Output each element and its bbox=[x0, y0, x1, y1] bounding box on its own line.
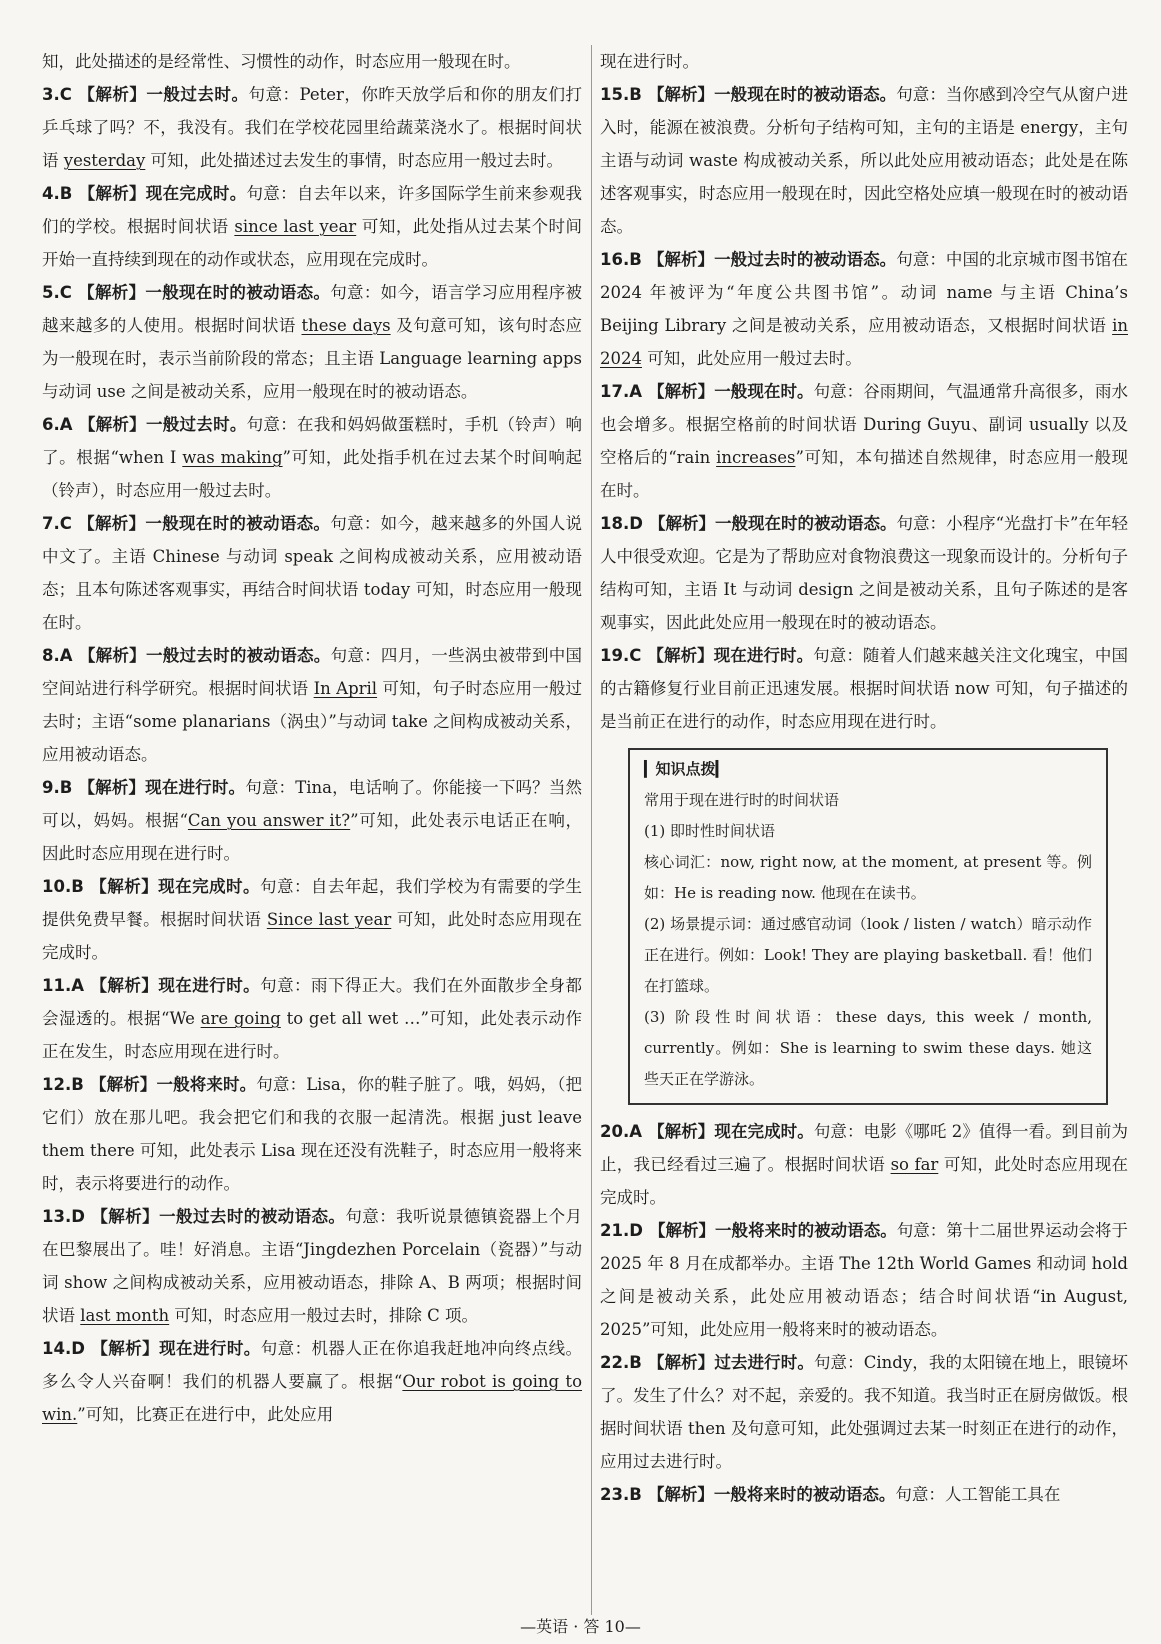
left-item-list bbox=[42, 78, 582, 1431]
explanation-text: 句意：自去年起，我们学校为有需要的学生提供免费早餐。根据时间状语 bbox=[42, 877, 583, 929]
answer-item bbox=[600, 1346, 1128, 1478]
explanation-text: 句意：电影《哪吒 2》值得一看。到目前为止，我已经看过三遍了。根据时间状语 bbox=[600, 1122, 1128, 1174]
explanation-text: 句意：Cindy，我的太阳镜在地上，眼镜坏了。发生了什么？对不起，亲爱的。我不知道。我当时正在厨房做饭。根据时间状语 then 及句意可知，此处强调过去某一时刻正在进行的动作，应用过去进行时。 bbox=[600, 1353, 1129, 1471]
tip-line: (3) 阶段性时间状语：these days, this week / month, currently。例如：She is learning to swim these days. 她这些天正在学游泳。 bbox=[644, 1008, 1092, 1088]
analysis-tag: 【解析】现在进行时。 bbox=[90, 976, 261, 995]
explanation-text: 可知，此处指从过去某个时间开始一直持续到现在的动作或状态，应用现在完成时。 bbox=[42, 217, 583, 269]
underlined-phrase: these days bbox=[301, 316, 391, 335]
continued-text: 现在进行时。 bbox=[600, 52, 699, 71]
answer-number: 12.B bbox=[42, 1075, 84, 1094]
explanation-text: 句意：机器人正在你追我赶地冲向终点线。多么令人兴奋啊！我们的机器人要赢了。根据“ bbox=[42, 1339, 583, 1391]
explanation-text: 可知，此处时态应用现在完成时。 bbox=[42, 910, 582, 962]
underlined-phrase: increases bbox=[716, 448, 796, 467]
answer-number: 11.A bbox=[42, 976, 84, 995]
explanation-text: 可知，时态应用一般过去时，排除 C 项。 bbox=[169, 1306, 479, 1325]
answer-item bbox=[42, 771, 582, 870]
analysis-tag: 【解析】一般将来时。 bbox=[89, 1075, 257, 1094]
answer-item bbox=[42, 969, 582, 1068]
knowledge-tip-box bbox=[628, 748, 1108, 1105]
analysis-tag: 【解析】一般将来时的被动语态。 bbox=[647, 1485, 896, 1504]
analysis-tag: 【解析】一般现在时。 bbox=[648, 382, 814, 401]
answer-number: 9.B bbox=[42, 778, 73, 797]
explanation-text: 句意：如今，语言学习应用程序被越来越多的人使用。根据时间状语 bbox=[42, 283, 582, 335]
left-column bbox=[42, 45, 582, 1431]
answer-item bbox=[600, 78, 1128, 243]
explanation-text: 句意：随着人们越来越关注文化瑰宝，中国的古籍修复行业目前正迅速发展。根据时间状语 now 可知，句子描述的是当前正在进行的动作，时态应用现在进行时。 bbox=[600, 646, 1129, 731]
explanation-text: 句意：人工智能工具在 bbox=[895, 1485, 1061, 1504]
underlined-phrase: so far bbox=[890, 1155, 939, 1174]
right-item-list-b bbox=[600, 1115, 1128, 1511]
column-divider bbox=[591, 45, 592, 1615]
answer-item bbox=[600, 375, 1128, 507]
explanation-text: 可知，句子时态应用一般过去时；主语“some planarians（涡虫）”与动词 take 之间构成被动关系，应用被动语态。 bbox=[42, 679, 582, 764]
answer-item bbox=[42, 507, 582, 639]
answer-item bbox=[600, 1214, 1128, 1346]
explanation-text: 句意：雨下得正大。我们在外面散步全身都会湿透的。根据“We bbox=[42, 976, 583, 1028]
answer-item bbox=[42, 1332, 582, 1431]
answer-item bbox=[42, 870, 582, 969]
explanation-text: 句意：四月，一些涡虫被带到中国空间站进行科学研究。根据时间状语 bbox=[42, 646, 583, 698]
answer-item bbox=[42, 1200, 582, 1332]
answer-number: 7.C bbox=[42, 514, 72, 533]
answer-item bbox=[600, 243, 1128, 375]
underlined-phrase: in 2024 bbox=[600, 316, 1128, 368]
analysis-tag: 【解析】一般过去时的被动语态。 bbox=[78, 646, 331, 665]
answer-item bbox=[600, 1115, 1128, 1214]
underlined-phrase: Can you answer it? bbox=[187, 811, 351, 830]
analysis-tag: 【解析】现在完成时。 bbox=[89, 877, 261, 896]
explanation-text: 句意：Lisa，你的鞋子脏了。哦，妈妈，（把它们）放在那儿吧。我会把它们和我的衣服一起清洗。根据 just leave them there 可知，此处表示 Lisa 现在还没有洗鞋子，时态应用一般将来时，表示将要进行的动作。 bbox=[42, 1075, 583, 1193]
answer-number: 15.B bbox=[600, 85, 642, 104]
answer-number: 3.C bbox=[42, 85, 72, 104]
analysis-tag: 【解析】现在完成时。 bbox=[648, 1122, 814, 1141]
underlined-phrase: Our robot is going to win. bbox=[42, 1372, 583, 1424]
underlined-phrase: Since last year bbox=[266, 910, 392, 929]
answer-item bbox=[42, 408, 582, 507]
answer-number: 17.A bbox=[600, 382, 642, 401]
right-item-list-a bbox=[600, 78, 1128, 738]
explanation-text: 句意：如今，越来越多的外国人说中文了。主语 Chinese 与动词 speak 之间构成被动关系，应用被动语态；且本句陈述客观事实，再结合时间状语 today 可知，时态应用一般现在时。 bbox=[42, 514, 582, 632]
analysis-tag: 【解析】现在进行时。 bbox=[90, 1339, 261, 1358]
answer-number: 22.B bbox=[600, 1353, 642, 1372]
answer-number: 21.D bbox=[600, 1221, 643, 1240]
analysis-tag: 【解析】一般过去时的被动语态。 bbox=[647, 250, 897, 269]
tip-line: (2) 场景提示词：通过感官动词（look / listen / watch）暗示动作正在进行。例如：Look! They are playing basketball. 看！他们在打篮球。 bbox=[644, 915, 1093, 995]
answer-number: 18.D bbox=[600, 514, 643, 533]
underlined-phrase: last month bbox=[80, 1306, 170, 1325]
explanation-text: 句意：自去年以来，许多国际学生前来参观我们的学校。根据时间状语 bbox=[42, 184, 583, 236]
tip-line: 核心词汇：now, right now, at the moment, at present 等。例如：He is reading now. 他现在在读书。 bbox=[644, 853, 1092, 902]
explanation-text: ”可知，本句描述自然规律，时态应用一般现在时。 bbox=[600, 448, 1129, 500]
explanation-text: 可知，此处时态应用现在完成时。 bbox=[600, 1155, 1128, 1207]
answer-number: 8.A bbox=[42, 646, 73, 665]
continued-text: 知，此处描述的是经常性、习惯性的动作，时态应用一般现在时。 bbox=[42, 52, 521, 71]
analysis-tag: 【解析】现在进行时。 bbox=[78, 778, 246, 797]
underlined-phrase: yesterday bbox=[63, 151, 146, 170]
analysis-tag: 【解析】一般过去时。 bbox=[78, 415, 247, 434]
answer-number: 4.B bbox=[42, 184, 73, 203]
analysis-tag: 【解析】一般过去时的被动语态。 bbox=[90, 1207, 346, 1226]
underlined-phrase: are going bbox=[200, 1009, 281, 1028]
answer-item bbox=[600, 639, 1128, 738]
analysis-tag: 【解析】一般现在时的被动语态。 bbox=[647, 85, 897, 104]
answer-item bbox=[42, 639, 582, 771]
explanation-text: 句意：中国的北京城市图书馆在 2024 年被评为“年度公共图书馆”。动词 name 与主语 China’s Beijing Library 之间是被动关系，应用被动语态，又根据时间状语 bbox=[600, 250, 1129, 335]
analysis-tag: 【解析】过去进行时。 bbox=[647, 1353, 814, 1372]
explanation-text: 可知，此处描述过去发生的事情，时态应用一般过去时。 bbox=[145, 151, 564, 170]
explanation-text: 句意：Tina，电话响了。你能接一下吗？当然可以，妈妈。根据“ bbox=[42, 778, 583, 830]
answer-item bbox=[600, 1478, 1128, 1511]
analysis-tag: 【解析】一般现在时的被动语态。 bbox=[77, 514, 331, 533]
explanation-text: ”可知，此处表示电话正在响，因此时态应用现在进行时。 bbox=[42, 811, 583, 863]
answer-item bbox=[42, 1068, 582, 1200]
answer-number: 14.D bbox=[42, 1339, 85, 1358]
explanation-text: 句意：在我和妈妈做蛋糕时，手机（铃声）响了。根据“when I bbox=[42, 415, 583, 467]
answer-number: 13.D bbox=[42, 1207, 85, 1226]
answer-number: 10.B bbox=[42, 877, 84, 896]
analysis-tag: 【解析】现在完成时。 bbox=[78, 184, 247, 203]
answer-item bbox=[600, 507, 1128, 639]
analysis-tag: 【解析】一般现在时的被动语态。 bbox=[77, 283, 331, 302]
analysis-tag: 【解析】一般过去时。 bbox=[77, 85, 249, 104]
analysis-tag: 【解析】一般现在时的被动语态。 bbox=[648, 514, 897, 533]
tip-line: (1) 即时性时间状语 bbox=[644, 822, 776, 840]
answer-number: 19.C bbox=[600, 646, 642, 665]
tip-title: ▎知识点拨▎ bbox=[644, 760, 728, 778]
answer-number: 5.C bbox=[42, 283, 72, 302]
underlined-phrase: In April bbox=[313, 679, 378, 698]
explanation-text: 可知，此处应用一般过去时。 bbox=[642, 349, 862, 368]
analysis-tag: 【解析】现在进行时。 bbox=[647, 646, 814, 665]
answer-item bbox=[42, 276, 582, 408]
explanation-text: 句意：小程序“光盘打卡”在年轻人中很受欢迎。它是为了帮助应对食物浪费这一现象而设计的。分析句子结构可知，主语 It 与动词 design 之间是被动关系，且句子陈述的是客观事实，因此此处应用一般现在时的被动语态。 bbox=[600, 514, 1129, 632]
answer-number: 6.A bbox=[42, 415, 73, 434]
underlined-phrase: was making bbox=[182, 448, 283, 467]
right-column bbox=[600, 45, 1128, 1511]
explanation-text: to get all wet …”可知，此处表示动作正在发生，时态应用现在进行时。 bbox=[42, 1009, 582, 1061]
explanation-text: 句意：Peter，你昨天放学后和你的朋友们打乒乓球了吗？不，我没有。我们在学校花园里给蔬菜浇水了。根据时间状语 bbox=[42, 85, 582, 170]
tip-line: 常用于现在进行时的时间状语 bbox=[644, 791, 840, 809]
answer-item bbox=[42, 78, 582, 177]
explanation-text: 及句意可知，该句时态应为一般现在时，表示当前阶段的常态；且主语 Language learning apps 与动词 use 之间是被动关系，应用一般现在时的被动语态。 bbox=[42, 316, 582, 401]
page-footer: —英语 · 答 10— bbox=[520, 1617, 641, 1636]
explanation-text: ”可知，比赛正在进行中，此处应用 bbox=[77, 1405, 334, 1424]
analysis-tag: 【解析】一般将来时的被动语态。 bbox=[648, 1221, 897, 1240]
answer-number: 16.B bbox=[600, 250, 642, 269]
underlined-phrase: since last year bbox=[234, 217, 357, 236]
answer-number: 23.B bbox=[600, 1485, 642, 1504]
explanation-text: 句意：谷雨期间，气温通常升高很多，雨水也会增多。根据空格前的时间状语 During Guyu、副词 usually 以及空格后的“rain bbox=[600, 382, 1129, 467]
answer-item bbox=[42, 177, 582, 276]
explanation-text: 句意：第十二届世界运动会将于 2025 年 8 月在成都举办。主语 The 12th World Games 和动词 hold 之间是被动关系，此处应用被动语态；结合时间状语“in August, 2025”可知，此处应用一般将来时的被动语态。 bbox=[600, 1221, 1129, 1339]
answer-number: 20.A bbox=[600, 1122, 642, 1141]
explanation-text: ”可知，此处指手机在过去某个时间响起（铃声），时态应用一般过去时。 bbox=[42, 448, 582, 500]
explanation-text: 句意：我听说景德镇瓷器上个月在巴黎展出了。哇！好消息。主语“Jingdezhen Porcelain（瓷器）”与动词 show 之间构成被动关系，应用被动语态，排除 A、B 两项；根据时间状语 bbox=[42, 1207, 583, 1325]
explanation-text: 句意：当你感到冷空气从窗户进入时，能源在被浪费。分析句子结构可知，主句的主语是 energy，主句主语与动词 waste 构成被动关系，所以此处应用被动语态；此处是在陈述客观事实，时态应用一般现在时，因此空格处应填一般现在时的被动语态。 bbox=[600, 85, 1129, 236]
